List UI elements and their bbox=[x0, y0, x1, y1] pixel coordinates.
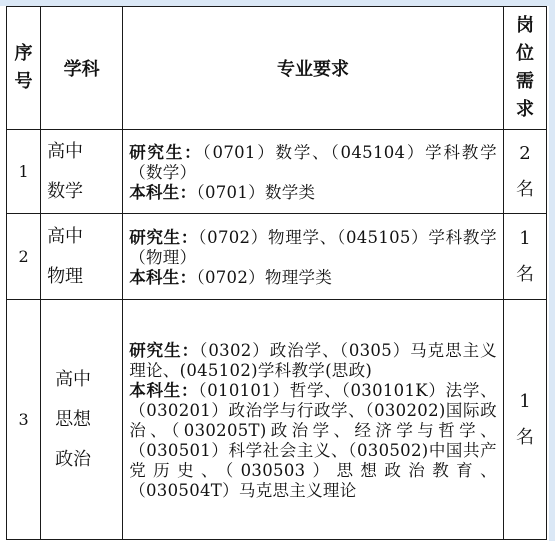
header-count-char-2: 位 bbox=[515, 43, 534, 64]
undergrad-requirement bbox=[129, 268, 497, 288]
row-requirement bbox=[123, 214, 504, 300]
grad-text: （0302）政治学、（0305）马克思主义理论、(045102)学科教学(思政) bbox=[129, 340, 497, 380]
requirements-table bbox=[6, 6, 547, 540]
row-index: 1 bbox=[7, 130, 41, 214]
grad-text: （0702）物理学、（045105）学科教学（物理） bbox=[129, 227, 497, 267]
count-number: 2 bbox=[519, 142, 531, 164]
row-requirement bbox=[123, 300, 504, 540]
undergrad-text: （0701）数学类 bbox=[196, 182, 316, 202]
undergrad-requirement bbox=[129, 183, 497, 203]
header-requirement: 专业要求 bbox=[123, 7, 504, 130]
subject-line: 数学 bbox=[47, 180, 84, 202]
header-index bbox=[7, 7, 41, 130]
row-subject bbox=[41, 130, 123, 214]
subject-line: 物理 bbox=[47, 265, 84, 287]
undergrad-label: 本科生： bbox=[129, 380, 199, 400]
table-row bbox=[7, 130, 547, 214]
header-index-char-2: 号 bbox=[14, 71, 33, 92]
right-border-band bbox=[549, 0, 555, 541]
row-index: 2 bbox=[7, 214, 41, 300]
grad-requirement bbox=[129, 228, 497, 268]
subject-line: 思想 bbox=[55, 408, 92, 430]
row-requirement bbox=[123, 130, 504, 214]
subject-line: 高中 bbox=[55, 368, 92, 390]
undergrad-label: 本科生： bbox=[129, 267, 197, 287]
count-unit: 名 bbox=[515, 263, 534, 285]
header-subject: 学科 bbox=[41, 7, 123, 130]
row-subject bbox=[41, 214, 123, 300]
grad-label: 研究生： bbox=[129, 142, 203, 162]
row-count bbox=[503, 300, 546, 540]
header-row bbox=[7, 7, 547, 130]
count-unit: 名 bbox=[515, 426, 534, 448]
subject-line: 政治 bbox=[55, 448, 92, 470]
header-count-char-4: 求 bbox=[515, 99, 534, 120]
grad-text: （0701）数学、（045104）学科教学（数学） bbox=[129, 142, 497, 182]
row-count bbox=[503, 130, 546, 214]
undergrad-text: （0702）物理学类 bbox=[196, 267, 333, 287]
count-number: 1 bbox=[519, 227, 531, 249]
table-row bbox=[7, 214, 547, 300]
header-count-char-3: 需 bbox=[515, 71, 534, 92]
grad-requirement bbox=[129, 341, 497, 381]
row-subject bbox=[41, 300, 123, 540]
table-row bbox=[7, 300, 547, 540]
undergrad-requirement bbox=[129, 381, 497, 501]
row-count bbox=[503, 214, 546, 300]
row-index: 3 bbox=[7, 300, 41, 540]
grad-label: 研究生： bbox=[129, 227, 199, 247]
header-index-char-1: 序 bbox=[14, 43, 33, 64]
header-count bbox=[503, 7, 546, 130]
header-count-char-1: 岗 bbox=[515, 15, 534, 36]
undergrad-label: 本科生： bbox=[129, 182, 197, 202]
subject-line: 高中 bbox=[47, 225, 84, 247]
count-number: 1 bbox=[519, 390, 531, 412]
grad-label: 研究生： bbox=[129, 340, 200, 360]
subject-line: 高中 bbox=[47, 140, 84, 162]
count-unit: 名 bbox=[515, 178, 534, 200]
undergrad-text: （010101）哲学、（030101K）法学、（030201）政治学与行政学、（030202)国际政治、（030205T)政治学、经济学与哲学、（030501）科学社会主义、（030502)中国共产党历史、（030503）思想政治教育、（030504T）马克思主义理论 bbox=[129, 380, 497, 500]
grad-requirement bbox=[129, 143, 497, 183]
